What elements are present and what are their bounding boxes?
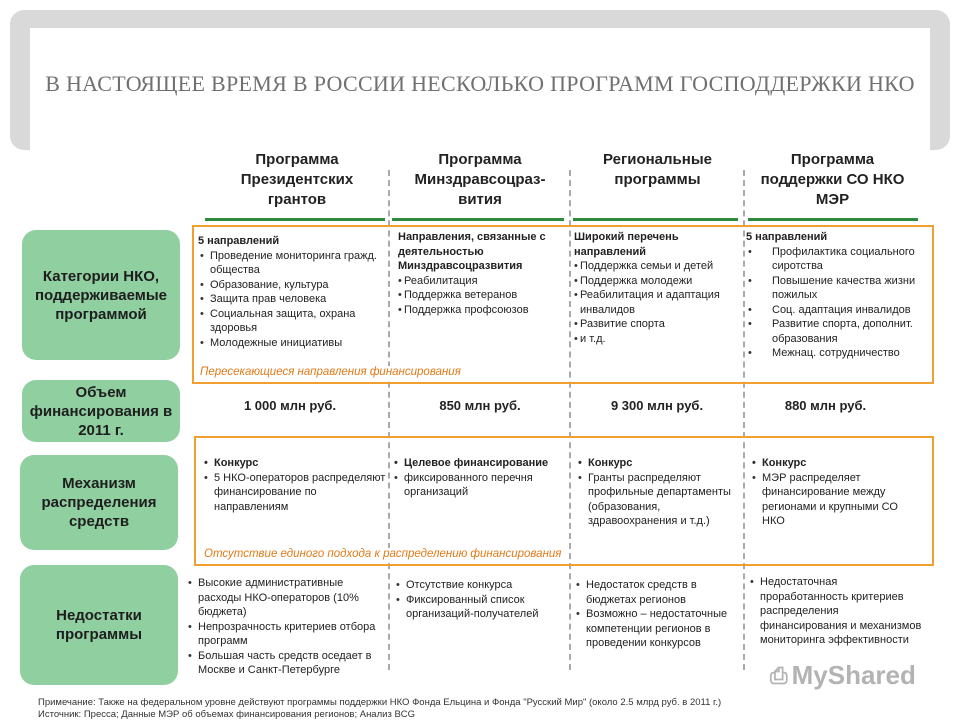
- list-item: • Образование, культура: [198, 278, 388, 293]
- list-item: • Проведение мониторинга гражд. общества: [198, 249, 388, 278]
- list-item: • Повышение качества жизни пожилых: [746, 274, 930, 303]
- list-item: • Отсутствие конкурса: [394, 578, 566, 593]
- funding-amount-presidential: 1 000 млн руб.: [243, 398, 337, 413]
- list-item: • Профилактика социального сиротства: [746, 245, 930, 274]
- list-item: • Непрозрачность критериев отбора программ: [186, 620, 386, 649]
- categories-cell-minzdrav: [398, 230, 566, 317]
- list-item: • 5 НКО-операторов распределяют финансирование по направлениям: [202, 471, 387, 515]
- categories-overlap-note: Пересекающиеся направления финансирования: [200, 366, 461, 378]
- column-header-regional: Региональные программы: [603, 151, 712, 188]
- list-item: • Социальная защита, охрана здоровья: [198, 307, 388, 336]
- row-label-drawbacks: Недостатки программы: [20, 565, 178, 685]
- drawbacks-cell-mer: [748, 575, 928, 648]
- cell-heading: Широкий перечень направлений: [574, 231, 679, 258]
- watermark: [770, 660, 916, 691]
- cell-heading: 5 направлений: [746, 231, 828, 243]
- list-item: • Недостаток средств в бюджетах регионов: [574, 578, 740, 607]
- funding-amount-mer: 880 млн руб.: [784, 398, 867, 413]
- list-item: • Развитие спорта, дополнит. образования: [746, 317, 930, 346]
- list-item: • Гранты распределяют профильные департаменты (образования, здравоохранения и т.д.): [576, 471, 741, 529]
- column-header-line: [205, 218, 385, 221]
- list-item: • Молодежные инициативы: [198, 336, 388, 351]
- categories-cell-regional: [574, 230, 742, 346]
- cell-heading: 5 направлений: [198, 235, 280, 247]
- cell-heading: • Конкурс: [202, 456, 387, 471]
- list-item: • Развитие спорта: [574, 317, 742, 332]
- categories-cell-mer: [746, 230, 930, 361]
- column-header-mer: Программа поддержки СО НКО МЭР: [760, 151, 905, 208]
- column-header-minzdrav: Программа Минздравсоцраз-вития: [414, 151, 546, 208]
- mechanism-cell-regional: [576, 456, 741, 529]
- list-item: • Возможно – недостаточные компетенции регионов в проведении конкурсов: [574, 607, 740, 651]
- drawbacks-cell-regional: [574, 578, 740, 651]
- list-item: • Защита прав человека: [198, 292, 388, 307]
- list-item: • Поддержка профсоюзов: [398, 303, 566, 318]
- column-header-presidential: Программа Президентских грантов: [240, 151, 354, 208]
- footer-note: Примечание: Также на федеральном уровне действуют программы поддержки НКО Фонда Ельцина и Фонда "Русский Мир" (около 2.5 млрд руб. в 2011 г.): [38, 697, 722, 708]
- column-header-line: [392, 218, 564, 221]
- row-label-categories: Категории НКО, поддерживаемые программой: [22, 230, 180, 360]
- footer-source: Источник: Пресса; Данные МЭР об объемах финансирования регионов; Анализ BCG: [38, 709, 416, 720]
- list-item: • Большая часть средств оседает в Москве и Санкт-Петербурге: [186, 649, 386, 678]
- row-label-funding: Объем финансирования в 2011 г.: [22, 380, 180, 442]
- row-label-mechanism: Механизм распределения средств: [20, 455, 178, 550]
- list-item: • Фиксированный список организаций-получателей: [394, 593, 566, 622]
- funding-amount-regional: 9 300 млн руб.: [610, 398, 704, 413]
- drawbacks-cell-minzdrav: [394, 578, 566, 622]
- cell-heading: Направления, связанные с деятельностью Минздравсоцразвития: [398, 231, 546, 272]
- funding-amount-minzdrav: 850 млн руб.: [439, 398, 521, 413]
- list-item: • Недостаточная проработанность критериев распределения финансирования и механизмов мониторинга эффективности: [748, 575, 928, 648]
- mechanism-cell-mer: [750, 456, 915, 529]
- myshared-logo-icon: ⎙: [770, 662, 788, 688]
- list-item: • Соц. адаптация инвалидов: [746, 303, 930, 318]
- categories-cell-presidential: [198, 234, 388, 350]
- list-item: • Поддержка семьи и детей: [574, 259, 742, 274]
- list-item: • Поддержка ветеранов: [398, 288, 566, 303]
- cell-text: • фиксированного перечня организаций: [392, 471, 567, 500]
- list-item: • МЭР распределяет финансирование между регионами и крупными СО НКО: [750, 471, 915, 529]
- column-header-line: [748, 218, 918, 221]
- list-item: • и т.д.: [574, 332, 742, 347]
- cell-heading: • Конкурс: [750, 456, 915, 471]
- cell-heading: • Целевое финансирование: [392, 456, 567, 471]
- list-item: • Реабилитация: [398, 274, 566, 289]
- list-item: • Поддержка молодежи: [574, 274, 742, 289]
- column-header-line: [573, 218, 738, 221]
- slide-title: В НАСТОЯЩЕЕ ВРЕМЯ В РОССИИ НЕСКОЛЬКО ПРОГРАММ ГОСПОДДЕРЖКИ НКО: [45, 71, 915, 96]
- drawbacks-cell-presidential: [186, 576, 386, 678]
- watermark-text: MyShared: [791, 660, 916, 690]
- mechanism-cell-minzdrav: [392, 456, 567, 500]
- list-item: • Межнац. сотрудничество: [746, 346, 930, 361]
- list-item: • Реабилитация и адаптация инвалидов: [574, 288, 742, 317]
- cell-heading: • Конкурс: [576, 456, 741, 471]
- mechanism-note: Отсутствие единого подхода к распределению финансирования: [204, 548, 562, 560]
- mechanism-cell-presidential: [202, 456, 387, 514]
- list-item: • Высокие административные расходы НКО-операторов (10% бюджета): [186, 576, 386, 620]
